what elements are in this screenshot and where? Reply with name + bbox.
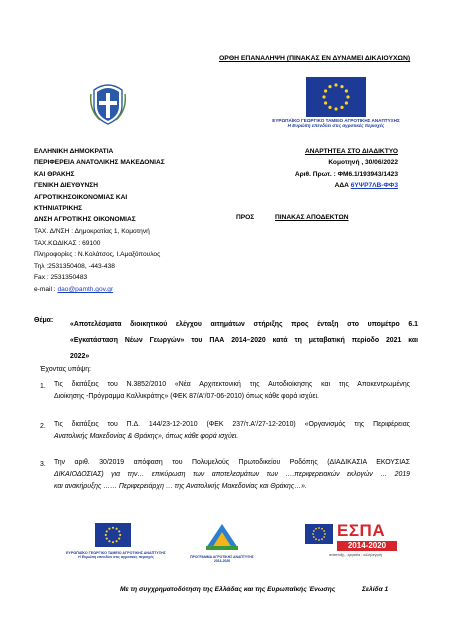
subject-label: Θέμα:: [34, 317, 54, 324]
eu-flag-small-icon: [305, 524, 333, 550]
list-item: [54, 457, 410, 493]
espa-years: 2014-2020: [337, 541, 397, 551]
eafrd-caption: [272, 118, 400, 129]
item-number: 3.: [40, 461, 46, 468]
list-item-line: Την αριθ. 30/2019 απόφαση του Πολυμελούς Πρωτοδικείου Ροδόπης (ΔΙΑΔΙΚΑΣΙΑ ΕΚΟΥΣΙΑΣ: [54, 459, 410, 466]
list-item-line: Ανατολικής Μακεδονίας & Θράκης», όπως κάθε φορά ισχύει.: [54, 433, 239, 441]
sender-line: ΕΛΛΗΝΙΚΗ ΔΗΜΟΚΡΑΤΙΑ: [34, 148, 114, 155]
espa-subtitle: ανάπτυξη - εργασία - αλληλεγγύη: [329, 553, 383, 557]
footer-eafrd-caption: [66, 551, 166, 559]
subject-text: [70, 317, 418, 365]
subject-line: «Αποτελέσματα διοικητικού ελέγχου αιτημάτων στήριξης προς ένταξη στο υπομέτρο 6.1: [70, 321, 418, 328]
paa-caption: [184, 555, 260, 563]
paa-caption-line2: 2014-2020: [213, 559, 231, 564]
sender-line: ΚΑΙ ΘΡΑΚΗΣ: [34, 170, 75, 178]
sender-info: Πληροφορίες : Ν.Κολάτσος, Ι.Αμαξόπουλος: [34, 251, 161, 259]
paa-caption-line1: ΠΡΟΓΡΑΜΜΑ ΑΓΡΟΤΙΚΗΣ ΑΝΑΠΤΥΞΗΣ: [190, 555, 254, 559]
corrected-repeat-heading: ΟΡΘΗ ΕΠΑΝΑΛΗΨΗ (ΠΙΝΑΚΑΣ ΕΝ ΔΥΝΑΜΕΙ ΔΙΚΑΙΟΥΧΩΝ): [219, 55, 411, 62]
greek-coat-of-arms-icon: [88, 80, 128, 126]
email-link[interactable]: dao@pamth.gov.gr: [57, 285, 114, 293]
protocol-number: Αριθ. Πρωτ. : ΦΜ6.1/193943/1423: [294, 170, 398, 178]
footer-eafrd-line2: Η Ευρώπη επενδύει στις αγροτικές περιοχές: [78, 555, 154, 560]
item-number: 1.: [40, 383, 46, 390]
email-label: e-mail :: [34, 285, 58, 293]
sender-contact-block: [34, 226, 160, 296]
ada-link[interactable]: 6ΥΨΡ7ΛΒ-ΦΦ3: [350, 182, 398, 190]
sender-email-row: [34, 284, 160, 296]
page-number: Σελίδα 1: [362, 586, 389, 593]
espa-logo: [305, 522, 400, 568]
sender-line: ΠΕΡΙΦΕΡΕΙΑ ΑΝΑΤΟΛΙΚΗΣ ΜΑΚΕΔΟΝΙΑΣ: [34, 159, 165, 167]
sender-phone: Τηλ :2531350408, -443-438: [34, 262, 115, 270]
sender-authority-block: [34, 146, 165, 226]
sender-fax: Fax : 2531350483: [34, 274, 88, 282]
list-item-line: Τις διατάξεις του Π.Δ. 144/23-12-2010 (ΦΕΚ 237/τ.Α'/27-12-2010) «Οργανισμός της Περιφέρειας: [54, 421, 410, 428]
document-meta-block: [295, 146, 398, 192]
list-item-line: Τις διατάξεις του Ν.3852/2010 «Νέα Αρχιτεκτονική της Αυτοδιοίκησης και της Αποκεντρωμένης: [54, 381, 410, 388]
eafrd-caption-line1: ΕΥΡΩΠΑΪΚΟ ΓΕΩΡΓΙΚΟ ΤΑΜΕΙΟ ΑΓΡΟΤΙΚΗΣ ΑΝΑΠΤΥΞΗΣ: [272, 118, 400, 123]
cofinance-note: Με τη συγχρηματοδότηση της Ελλάδας και της Ευρωπαϊκής Ένωσης: [120, 586, 336, 593]
list-item-line: και ανακήρυξης …… Περιφερειάρχη … της Ανατολικής Μακεδονίας και Θράκης…».: [54, 483, 307, 491]
list-item: [54, 419, 410, 443]
list-item: [54, 379, 410, 403]
item-number: 2.: [40, 423, 46, 430]
subject-line: «Εγκατάσταση Νέων Γεωργών» του ΠΑΑ 2014–2020 κατά τη μεταβατική περίοδο 2021 και: [70, 337, 418, 344]
place-date: Κομοτηνή , 30/06/2022: [328, 159, 398, 167]
sender-line: ΑΓΡΟΤΙΚΗΣΟΙΚΟΝΟΜΙΑΣ ΚΑΙ: [34, 193, 128, 201]
list-item-line: Διοίκησης -Πρόγραμμα Καλλικράτης» (ΦΕΚ 87/Α'/07-06-2010) όπως κάθε φορά ισχύει.: [54, 393, 319, 401]
sender-postcode: ΤΑΧ.ΚΩΔΙΚΑΣ : 69100: [34, 239, 101, 247]
to-label: ΠΡΟΣ: [236, 214, 255, 221]
eu-flag-logo: [306, 77, 366, 120]
footer-eu-flag-logo: [95, 522, 131, 551]
list-item-line: ΔΙΚΑΙΟΔΟΣΙΑΣ) για την… επικύρωση των αποτελεσμάτων των ….περιφερειακών εκλογών … 2019: [54, 471, 410, 479]
espa-title: ΕΣΠΑ: [337, 521, 386, 540]
sender-address: ΤΑΧ. Δ/ΝΣΗ : Δημοκρατίας 1, Κομοτηνή: [34, 228, 150, 235]
eafrd-caption-line2: Η Ευρώπη επενδύει στις αγροτικές περιοχές: [287, 123, 385, 129]
footer-eafrd-line1: ΕΥΡΩΠΑΪΚΟ ΓΕΩΡΓΙΚΟ ΤΑΜΕΙΟ ΑΓΡΟΤΙΚΗΣ ΑΝΑΠΤΥΞΗΣ: [66, 551, 166, 555]
sender-line: ΔΝΣΗ ΑΓΡΟΤΙΚΗΣ ΟΙΚΟΝΟΜΙΑΣ: [34, 216, 136, 224]
recipients-table-link: ΠΙΝΑΚΑΣ ΑΠΟΔΕΚΤΩΝ: [275, 214, 349, 221]
subject-line: 2022»: [70, 353, 90, 360]
sender-line: ΓΕΝΙΚΗ ΔΙΕΥΘΥΝΣΗ: [34, 182, 99, 190]
posted-online-label: ΑΝΑΡΤΗΤΕΑ ΣΤΟ ΔΙΑΔΙΚΤΥΟ: [304, 148, 398, 155]
sender-line: ΚΤΗΝΙΑΤΡΙΚΗΣ: [34, 205, 83, 213]
paa-logo: [202, 520, 242, 557]
ada-row: [295, 180, 398, 191]
considering-heading: Έχοντας υπόψη:: [40, 366, 91, 373]
ada-label: ΑΔΑ: [334, 182, 351, 190]
